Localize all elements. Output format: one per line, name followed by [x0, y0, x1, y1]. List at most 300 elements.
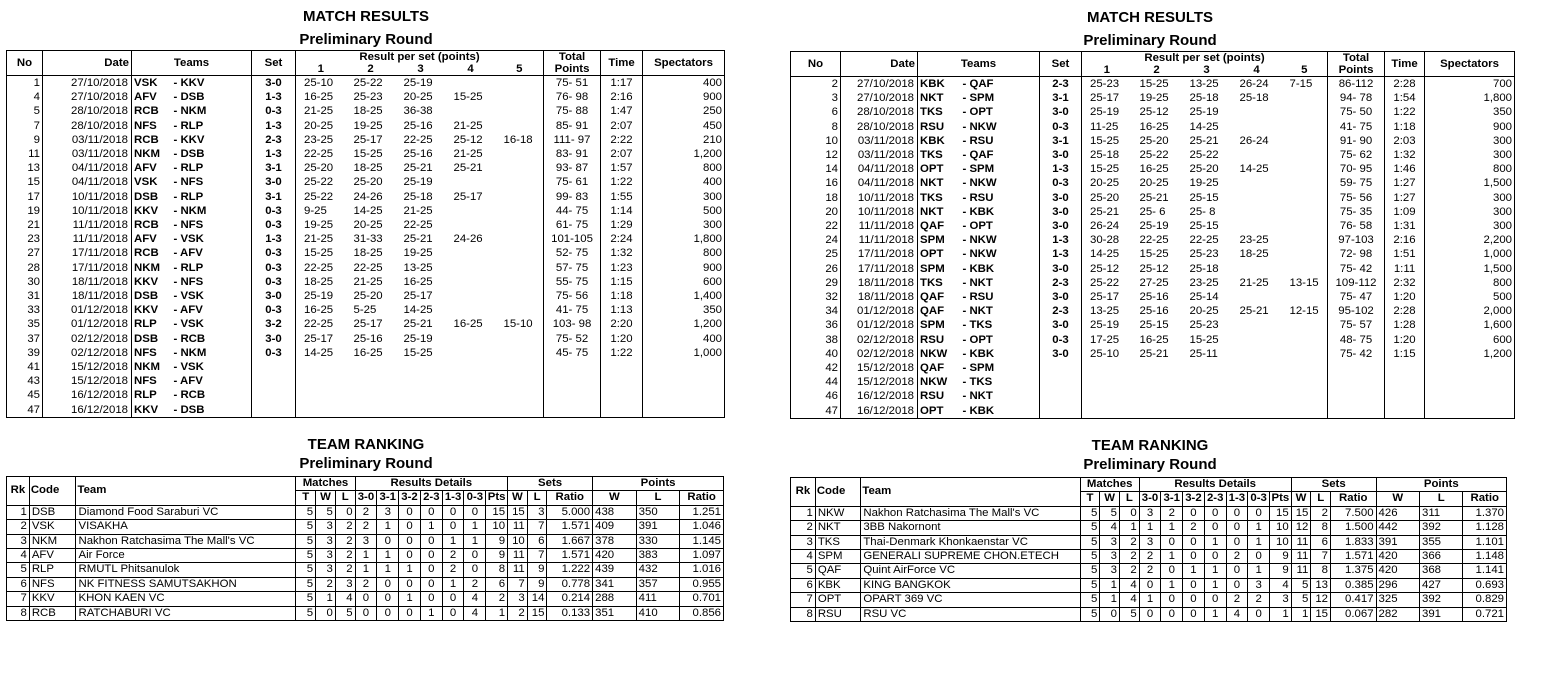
- col-spectators: Spectators: [643, 51, 725, 76]
- match-no: 22: [791, 219, 841, 233]
- match-set-4: [446, 204, 496, 218]
- ranking-sw: 11: [508, 520, 528, 534]
- ranking-r13: 0: [442, 592, 464, 606]
- ranking-r13: 0: [1226, 535, 1248, 549]
- match-set-2: 18-25: [353, 247, 383, 260]
- col-l: L: [1119, 492, 1139, 506]
- match-set-2: 15-25: [1139, 78, 1169, 90]
- ranking-r31: 0: [377, 534, 399, 548]
- match-time: 2:32: [1385, 276, 1425, 290]
- ranking-r30: 2: [1139, 564, 1161, 578]
- match-set-3: 15-25: [1189, 333, 1219, 346]
- match-set-4: [1232, 205, 1282, 219]
- match-set-3: [1182, 404, 1232, 419]
- match-set-4: [446, 346, 496, 360]
- match-spectators: 900: [1425, 120, 1515, 134]
- ranking-team: 3BB Nakornont: [861, 521, 1080, 535]
- match-set-5: [496, 161, 544, 175]
- table-row: [7, 232, 725, 246]
- match-team-home: NKM: [132, 360, 168, 374]
- ranking-pts: 10: [1269, 521, 1291, 535]
- team-ranking-title: TEAM RANKING: [1091, 437, 1209, 454]
- match-set-4: [1232, 361, 1282, 375]
- match-set-4: [1232, 148, 1282, 162]
- match-set-3: 22-25: [403, 133, 433, 146]
- match-set-2: 15-25: [1139, 248, 1169, 261]
- ranking-l: 1: [1119, 521, 1139, 535]
- table-row: [791, 148, 1515, 162]
- match-set-5: [1282, 162, 1328, 176]
- match-spectators: 1,500: [1425, 262, 1515, 276]
- match-team-home: TKS: [918, 191, 957, 205]
- match-set-5: [496, 204, 544, 218]
- ranking-code: DSB: [29, 505, 76, 519]
- match-set-1: 25-21: [1082, 205, 1132, 219]
- round-title: Preliminary Round: [299, 31, 433, 48]
- match-no: 24: [791, 233, 841, 247]
- match-set-2: 25-20: [1139, 134, 1169, 147]
- match-set-1: [1082, 375, 1132, 389]
- col-set-4: 4: [446, 63, 496, 76]
- match-set-5: [1282, 191, 1328, 205]
- match-total-points: 48- 75: [1328, 333, 1385, 347]
- match-no: 12: [791, 148, 841, 162]
- col-3-1: 3-1: [1161, 492, 1183, 506]
- col-1-3: 1-3: [1226, 492, 1248, 506]
- match-set-2: 31-33: [353, 233, 383, 246]
- table-row: [791, 347, 1515, 361]
- ranking-sw: 15: [508, 505, 528, 519]
- table-row: [7, 592, 724, 606]
- table-row: [7, 161, 725, 175]
- ranking-r31: 0: [1161, 564, 1183, 578]
- ranking-pw: 341: [593, 577, 637, 591]
- ranking-sl: 8: [1311, 564, 1331, 578]
- match-set-3: 25-20: [1189, 163, 1219, 176]
- match-no: 42: [791, 361, 841, 375]
- col-set-2: 2: [1132, 64, 1182, 77]
- table-row: [791, 262, 1515, 276]
- match-set-5: [496, 147, 544, 161]
- match-total-points: 94- 78: [1328, 91, 1385, 105]
- ranking-pr: 1.251: [680, 505, 724, 519]
- match-set-score: 0-3: [1040, 333, 1082, 347]
- ranking-pts: 3: [1269, 593, 1291, 607]
- match-set-3: 13-25: [1189, 78, 1219, 90]
- match-no: 31: [7, 289, 43, 303]
- ranking-sw: 7: [508, 577, 528, 591]
- ranking-t: 5: [296, 577, 316, 591]
- match-team-away: - NKW: [957, 120, 1040, 134]
- col-matches: Matches: [296, 477, 355, 491]
- match-team-away: - RCB: [168, 332, 252, 346]
- ranking-pl: 311: [1419, 506, 1462, 520]
- match-set-3: 16-25: [403, 275, 433, 288]
- match-results-title: MATCH RESULTS: [1086, 9, 1214, 26]
- match-set-score: [252, 374, 296, 388]
- match-team-away: - RLP: [168, 261, 252, 275]
- match-no: 8: [791, 120, 841, 134]
- match-set-4: 25-12: [453, 133, 483, 146]
- ranking-rk: 2: [7, 520, 30, 534]
- match-set-4: [446, 360, 496, 374]
- col-sets: Sets: [1291, 478, 1376, 492]
- ranking-code: OPT: [815, 593, 861, 607]
- col-sets-w: W: [508, 491, 528, 505]
- match-set-5: [1282, 404, 1328, 419]
- ranking-r31: 0: [1161, 593, 1183, 607]
- match-spectators: 300: [643, 190, 725, 204]
- match-set-3: 25-11: [1189, 347, 1218, 360]
- match-spectators: 300: [1425, 134, 1515, 148]
- match-spectators: [643, 403, 725, 418]
- match-team-away: - SPM: [957, 91, 1040, 105]
- match-set-2: 19-25: [353, 119, 383, 132]
- match-date: 28/10/2018: [43, 104, 132, 118]
- ranking-w: 5: [1100, 506, 1120, 520]
- match-team-away: - NKW: [957, 233, 1040, 247]
- ranking-r13: 2: [1226, 550, 1248, 564]
- match-set-3: 19-25: [1189, 177, 1219, 190]
- match-spectators: 300: [1425, 219, 1515, 233]
- match-time: 2:24: [601, 232, 643, 246]
- match-team-away: - RSU: [957, 290, 1040, 304]
- ranking-rk: 6: [791, 578, 816, 592]
- col-t: T: [1080, 492, 1100, 506]
- match-spectators: 900: [643, 261, 725, 275]
- ranking-team: KHON KAEN VC: [76, 592, 296, 606]
- match-set-4: 21-25: [1239, 276, 1269, 289]
- match-team-away: - AFV: [168, 303, 252, 317]
- table-row: [7, 204, 725, 218]
- ranking-w: 5: [316, 505, 336, 519]
- ranking-code: NKT: [815, 521, 861, 535]
- match-set-score: 0-3: [1040, 120, 1082, 134]
- ranking-pr: 1.101: [1463, 535, 1507, 549]
- match-set-2: [346, 388, 396, 402]
- ranking-team: KING BANGKOK: [861, 578, 1080, 592]
- ranking-w: 1: [1100, 593, 1120, 607]
- ranking-code: QAF: [815, 564, 861, 578]
- table-row: [791, 389, 1515, 403]
- ranking-pts: 8: [486, 563, 508, 577]
- col-set-5: 5: [496, 63, 544, 76]
- match-set-1: 25-20: [1082, 191, 1132, 205]
- ranking-r23: 0: [1204, 506, 1226, 520]
- col-2-3: 2-3: [1204, 492, 1226, 506]
- match-set-1: [296, 360, 346, 374]
- match-spectators: 600: [643, 275, 725, 289]
- match-team-away: - NKW: [957, 247, 1040, 261]
- match-date: 11/11/2018: [43, 218, 132, 232]
- match-set-1: 30-28: [1082, 233, 1132, 247]
- match-team-home: QAF: [918, 219, 957, 233]
- match-set-3: 25-18: [1189, 92, 1219, 105]
- ranking-pts: 9: [486, 534, 508, 548]
- match-set-5: [1282, 219, 1328, 233]
- match-set-2: 16-25: [353, 346, 383, 359]
- ranking-pl: 330: [636, 534, 680, 548]
- match-set-3: 25-16: [403, 148, 433, 161]
- match-set-1: 18-25: [296, 275, 346, 289]
- col-date: Date: [841, 52, 918, 77]
- table-row: [791, 134, 1515, 148]
- table-row: [791, 361, 1515, 375]
- match-no: 9: [7, 133, 43, 147]
- match-date: 15/12/2018: [841, 361, 918, 375]
- match-set-1: 25-22: [296, 190, 346, 204]
- col-time: Time: [1385, 52, 1425, 77]
- match-team-away: - KBK: [957, 347, 1040, 361]
- match-team-away: - RSU: [957, 191, 1040, 205]
- ranking-r03: 0: [464, 505, 486, 519]
- ranking-pw: 296: [1376, 578, 1419, 592]
- match-no: 34: [791, 304, 841, 318]
- match-set-4: [1232, 318, 1282, 332]
- match-spectators: [1425, 361, 1515, 375]
- match-total-points: 99- 83: [544, 190, 601, 204]
- match-no: 7: [7, 119, 43, 133]
- ranking-code: SPM: [815, 550, 861, 564]
- match-set-5: [1282, 262, 1328, 276]
- ranking-sl: 8: [1311, 521, 1331, 535]
- match-team-away: - NKM: [168, 346, 252, 360]
- col-3-2: 3-2: [399, 491, 421, 505]
- match-set-3: 13-25: [403, 261, 433, 274]
- ranking-rk: 2: [791, 521, 816, 535]
- match-time: 1:27: [1385, 176, 1425, 190]
- match-total-points: 57- 75: [544, 261, 601, 275]
- match-date: 04/11/2018: [841, 176, 918, 190]
- match-set-score: 3-0: [1040, 205, 1082, 219]
- match-set-1: 16-25: [296, 303, 346, 317]
- match-team-away: - AFV: [168, 374, 252, 388]
- ranking-team: Diamond Food Saraburi VC: [76, 505, 296, 519]
- match-time: 1:17: [601, 76, 643, 91]
- match-set-4: [1232, 120, 1282, 134]
- ranking-w: 3: [316, 534, 336, 548]
- ranking-pl: 368: [1419, 564, 1462, 578]
- match-team-home: AFV: [132, 232, 168, 246]
- match-set-4: [1232, 262, 1282, 276]
- ranking-r32: 0: [1183, 607, 1205, 621]
- match-total-points: 75- 47: [1328, 290, 1385, 304]
- ranking-r13: 4: [1226, 607, 1248, 621]
- col-w: W: [316, 491, 336, 505]
- match-set-score: 0-3: [252, 204, 296, 218]
- ranking-r13: 2: [442, 563, 464, 577]
- match-team-home: NKT: [918, 176, 957, 190]
- match-set-1: 14-25: [1082, 247, 1132, 261]
- ranking-pl: 383: [636, 549, 680, 563]
- match-set-score: 3-0: [1040, 148, 1082, 162]
- match-team-home: OPT: [918, 247, 957, 261]
- match-set-score: 3-0: [252, 175, 296, 189]
- table-row: [791, 550, 1507, 564]
- match-no: 37: [7, 332, 43, 346]
- match-set-2: 25-16: [1139, 305, 1169, 318]
- col-set-5: 5: [1282, 64, 1328, 77]
- match-total-points: [1328, 375, 1385, 389]
- col-3-0: 3-0: [355, 491, 377, 505]
- match-set-1: 22-25: [296, 261, 346, 275]
- ranking-sl: 7: [1311, 550, 1331, 564]
- match-time: 1:18: [1385, 120, 1425, 134]
- match-set-2: 25-23: [353, 91, 383, 104]
- match-set-4: [1232, 219, 1282, 233]
- match-set-4: 25-18: [1239, 92, 1269, 105]
- ranking-pr: 1.148: [1463, 550, 1507, 564]
- ranking-sw: 2: [508, 606, 528, 620]
- col-code: Code: [815, 478, 861, 507]
- match-set-5: [496, 232, 544, 246]
- match-no: 45: [7, 388, 43, 402]
- match-date: 03/11/2018: [43, 147, 132, 161]
- match-set-2: [1132, 361, 1182, 375]
- match-set-1: 25-17: [1082, 91, 1132, 105]
- ranking-rk: 6: [7, 577, 30, 591]
- ranking-team: RMUTL Phitsanulok: [76, 563, 296, 577]
- match-spectators: 800: [1425, 276, 1515, 290]
- match-set-2: 25-21: [1139, 191, 1169, 204]
- match-team-away: - RLP: [168, 190, 252, 204]
- match-team-away: - DSB: [168, 147, 252, 161]
- table-row: [7, 119, 725, 133]
- ranking-sr: 5.000: [547, 505, 593, 519]
- match-spectators: 900: [643, 90, 725, 104]
- match-date: 03/11/2018: [841, 134, 918, 148]
- match-total-points: 103- 98: [544, 317, 601, 331]
- table-row: [791, 120, 1515, 134]
- match-total-points: 75- 57: [1328, 318, 1385, 332]
- match-spectators: 1,000: [1425, 247, 1515, 261]
- match-total-points: 76- 98: [544, 90, 601, 104]
- ranking-pw: 439: [593, 563, 637, 577]
- ranking-w: 2: [316, 577, 336, 591]
- ranking-r30: 0: [355, 606, 377, 620]
- ranking-sw: 10: [508, 534, 528, 548]
- match-date: 11/11/2018: [43, 232, 132, 246]
- match-time: 1:18: [601, 289, 643, 303]
- match-set-3: [1182, 389, 1232, 403]
- match-time: 2:07: [601, 119, 643, 133]
- match-date: 27/10/2018: [43, 90, 132, 104]
- match-time: 2:07: [601, 147, 643, 161]
- ranking-r31: 3: [377, 505, 399, 519]
- match-set-1: 25-10: [296, 76, 346, 91]
- ranking-pts: 1: [1269, 607, 1291, 621]
- match-set-3: 21-25: [403, 204, 433, 217]
- match-total-points: 93- 87: [544, 161, 601, 175]
- match-no: 47: [7, 403, 43, 418]
- match-set-score: 3-0: [1040, 191, 1082, 205]
- match-set-1: 17-25: [1082, 333, 1132, 347]
- ranking-rk: 3: [791, 535, 816, 549]
- match-set-score: 0-3: [252, 275, 296, 289]
- ranking-sw: 3: [508, 592, 528, 606]
- match-team-away: - TKS: [957, 318, 1040, 332]
- col-0-3: 0-3: [464, 491, 486, 505]
- col-sets-w: W: [1291, 492, 1311, 506]
- match-set-4: [446, 218, 496, 232]
- match-set-1: [296, 374, 346, 388]
- ranking-r30: 1: [355, 563, 377, 577]
- ranking-pts: 2: [486, 592, 508, 606]
- match-set-1: 25-12: [1082, 262, 1132, 276]
- ranking-pts: 4: [1269, 578, 1291, 592]
- match-team-home: RLP: [132, 388, 168, 402]
- match-set-4: 16-25: [453, 318, 483, 331]
- ranking-code: KBK: [815, 578, 861, 592]
- match-team-home: NKW: [918, 375, 957, 389]
- col-set-2: 2: [346, 63, 396, 76]
- match-total-points: 109-112: [1328, 276, 1385, 290]
- ranking-w: 3: [1100, 564, 1120, 578]
- ranking-sl: 6: [1311, 535, 1331, 549]
- ranking-pr: 0.693: [1463, 578, 1507, 592]
- match-no: 35: [7, 317, 43, 331]
- ranking-code: KKV: [29, 592, 76, 606]
- match-set-1: 15-25: [296, 246, 346, 260]
- ranking-pw: 351: [593, 606, 637, 620]
- match-team-away: - NFS: [168, 175, 252, 189]
- ranking-l: 3: [335, 577, 355, 591]
- table-row: [791, 77, 1515, 92]
- ranking-r03: 4: [464, 592, 486, 606]
- match-set-1: 23-25: [296, 133, 346, 147]
- match-team-away: - SPM: [957, 162, 1040, 176]
- ranking-rk: 3: [7, 534, 30, 548]
- match-set-5: [1282, 176, 1328, 190]
- table-row: [7, 403, 725, 418]
- ranking-l: 2: [335, 534, 355, 548]
- match-set-5: [1282, 205, 1328, 219]
- match-no: 1: [7, 76, 43, 91]
- match-total-points: 101-105: [544, 232, 601, 246]
- match-set-4: [446, 246, 496, 260]
- match-date: 17/11/2018: [43, 261, 132, 275]
- match-date: 17/11/2018: [841, 247, 918, 261]
- match-no: 4: [7, 90, 43, 104]
- ranking-r03: 2: [1248, 593, 1270, 607]
- col-set-4: 4: [1232, 64, 1282, 77]
- ranking-sr: 1.500: [1331, 521, 1377, 535]
- ranking-t: 5: [296, 563, 316, 577]
- match-set-4: [1232, 105, 1282, 119]
- match-set-3: 19-25: [403, 247, 433, 260]
- match-no: 29: [791, 276, 841, 290]
- match-spectators: 400: [643, 332, 725, 346]
- match-date: 28/10/2018: [841, 120, 918, 134]
- ranking-r03: 1: [1248, 535, 1270, 549]
- match-spectators: 1,200: [643, 317, 725, 331]
- ranking-w: 1: [1100, 578, 1120, 592]
- match-set-5: [496, 76, 544, 91]
- match-set-5: [1282, 247, 1328, 261]
- ranking-sl: 15: [527, 606, 547, 620]
- match-team-home: NFS: [132, 346, 168, 360]
- match-total-points: 85- 91: [544, 119, 601, 133]
- ranking-team: NK FITNESS SAMUTSAKHON: [76, 577, 296, 591]
- ranking-code: VSK: [29, 520, 76, 534]
- match-set-1: [296, 388, 346, 402]
- match-date: 27/10/2018: [43, 76, 132, 91]
- ranking-sr: 1.375: [1331, 564, 1377, 578]
- ranking-sw: 1: [1291, 607, 1311, 621]
- match-time: 2:03: [1385, 134, 1425, 148]
- ranking-rk: 1: [791, 506, 816, 520]
- ranking-r03: 4: [464, 606, 486, 620]
